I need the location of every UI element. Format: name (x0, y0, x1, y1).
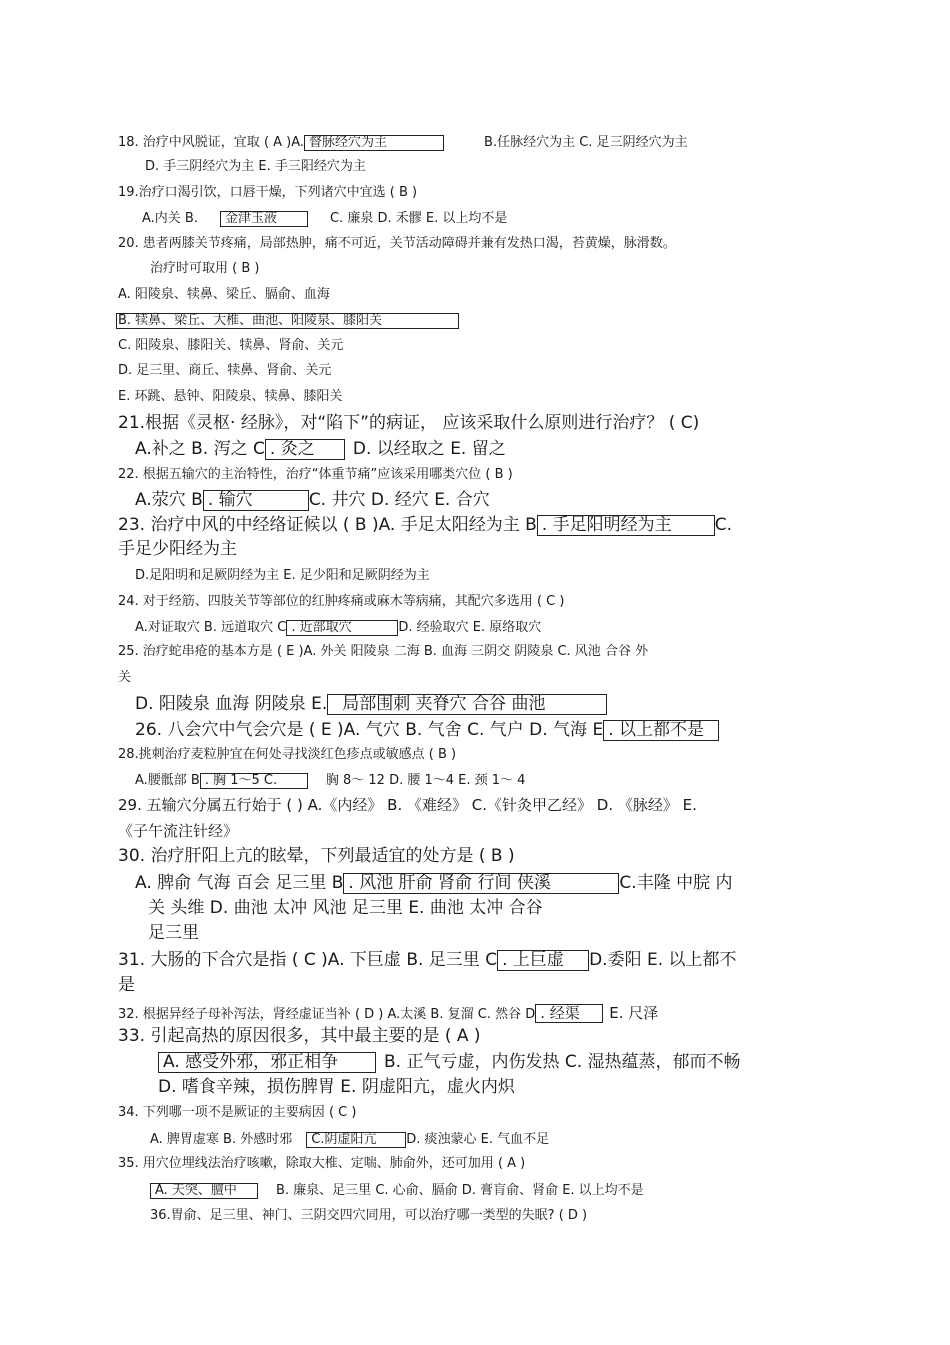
question-23-line2: 手足少阳经为主 (118, 539, 237, 559)
answer-box: . 输穴 (203, 490, 309, 511)
question-19-options: A.内关 B. 金津玉液 C. 廉泉 D. 禾髎 E. 以上均不是 (142, 211, 508, 226)
question-24-options: A.对证取穴 B. 远道取穴 C . 近部取穴 D. 经验取穴 E. 原络取穴 (135, 620, 542, 635)
question-35-options: A. 天突、膻中 B. 廉泉、足三里 C. 心俞、膈俞 D. 膏肓俞、肾俞 E. 以上均不是 (150, 1183, 644, 1199)
answer-box: 督脉经穴为主 (304, 135, 444, 151)
answer-box: A. 天突、膻中 (150, 1183, 258, 1199)
question-31-line2: 是 (118, 975, 135, 995)
question-31-line1: 31. 大肠的下合穴是指 ( C )A. 下巨虚 B. 足三里 C . 上巨虚 D.委阳 E. 以上都不 (118, 950, 737, 970)
answer-box: A. 感受外邪，邪正相争 (158, 1052, 376, 1073)
answer-box: 局部围刺 夹脊穴 合谷 曲池 (327, 694, 607, 715)
question-19-line1: 19.治疗口渴引饮，口唇干燥，下列诸穴中宜选 ( B ) (118, 185, 418, 200)
question-25-line1: 25. 治疗蛇串疮的基本方是 ( E )A. 外关 阳陵泉 二海 B. 血海 三阴交 阴陵泉 C. 风池 合谷 外 (118, 644, 649, 659)
answer-box: . 手足阳明经为主 (537, 515, 715, 536)
answer-box: B. 犊鼻、梁丘、大椎、曲池、阳陵泉、膝阳关 (116, 313, 459, 329)
question-33-line3: D. 嗜食辛辣，损伤脾胃 E. 阴虚阳亢，虚火内炽 (158, 1077, 515, 1097)
question-21-options: A.补之 B. 泻之 C . 灸之 D. 以经取之 E. 留之 (135, 439, 506, 459)
question-30-line2: A. 脾俞 气海 百会 足三里 B . 风池 肝俞 肾俞 行间 侠溪 C.丰隆 中脘 内 (135, 873, 733, 893)
question-23-line1: 23. 治疗中风的中经络证候以 ( B )A. 手足太阳经为主 B . 手足阳明经为主 C. (118, 515, 733, 535)
question-28-options: A.腰骶部 B . 胸 1～5 C. 胸 8～ 12 D. 腰 1～4 E. 颈 1～ 4 (135, 773, 526, 788)
question-36-line1: 36.胃俞、足三里、神门、三阴交四穴同用，可以治疗哪一类型的失眠? ( D ) (150, 1208, 588, 1223)
question-23-line3: D.足阳明和足厥阴经为主 E. 足少阳和足厥阴经为主 (135, 568, 430, 583)
question-33-line1: 33. 引起高热的原因很多，其中最主要的是 ( A ) (118, 1026, 481, 1046)
answer-box: . 以上都不是 (603, 720, 719, 741)
answer-box: . 近部取穴 (286, 620, 398, 636)
answer-box: . 风池 肝俞 肾俞 行间 侠溪 (343, 873, 619, 894)
answer-box: C.阴虚阳亢 (306, 1132, 406, 1148)
question-18-line2: D. 手三阴经穴为主 E. 手三阳经穴为主 (145, 159, 366, 174)
answer-box: . 灸之 (265, 439, 345, 460)
question-30-line4: 足三里 (148, 923, 199, 943)
answer-box: 金津玉液 (220, 211, 308, 227)
question-28-line1: 28.挑刺治疗麦粒肿宜在何处寻找淡红色疹点或敏感点 ( B ) (118, 747, 457, 762)
answer-box: . 经渠 (535, 1004, 603, 1023)
question-26-line1: 26. 八会穴中气会穴是 ( E )A. 气穴 B. 气舍 C. 气户 D. 气海 E . 以上都不是 (135, 720, 719, 741)
question-22-options: A.荥穴 B . 输穴 C. 井穴 D. 经穴 E. 合穴 (135, 490, 490, 510)
question-20-option-e: E. 环跳、悬钟、阳陵泉、犊鼻、膝阳关 (118, 389, 343, 404)
question-33-line2: A. 感受外邪，邪正相争 B. 正气亏虚，内伤发热 C. 湿热蕴蒸，郁而不畅 (158, 1052, 741, 1073)
question-18-line1: 18. 治疗中风脱证，宜取 ( A )A. 督脉经穴为主 B.任脉经穴为主 C. 足三阴经穴为主 (118, 135, 688, 150)
question-29-line1: 29. 五输穴分属五行始于 ( ) A.《内经》 B. 《难经》 C.《针灸甲乙经》 D. 《脉经》 E. (118, 796, 697, 814)
question-21-line1: 21.根据《灵枢· 经脉》，对“陷下”的病证， 应该采取什么原则进行治疗？ ( C) (118, 413, 700, 433)
question-34-options: A. 脾胃虚寒 B. 外感时邪 C.阴虚阳亢 D. 痰浊蒙心 E. 气血不足 (150, 1132, 550, 1147)
question-30-line3: 关 头维 D. 曲池 太冲 风池 足三里 E. 曲池 太冲 合谷 (148, 898, 543, 918)
answer-box: . 胸 1～5 C. (200, 773, 308, 789)
question-20-option-a: A. 阳陵泉、犊鼻、梁丘、膈俞、血海 (118, 287, 330, 302)
question-32-line1: 32. 根据异经子母补泻法，肾经虚证当补 ( D ) A.太溪 B. 复溜 C. 然谷 D . 经渠 E. 尺泽 (118, 1004, 659, 1022)
question-25-line2: 关 (118, 670, 132, 685)
question-20-line1: 20. 患者两膝关节疼痛，局部热肿，痛不可近，关节活动障碍并兼有发热口渴，苔黄燥，脉滑数。 (118, 236, 676, 251)
question-20-line2: 治疗时可取用 ( B ) (150, 261, 260, 276)
answer-box: . 上巨虚 (497, 950, 589, 971)
question-20-option-c: C. 阳陵泉、膝阳关、犊鼻、肾俞、关元 (118, 338, 344, 353)
question-25-options: D. 阳陵泉 血海 阴陵泉 E. 局部围刺 夹脊穴 合谷 曲池 (135, 694, 607, 715)
question-35-line1: 35. 用穴位埋线法治疗咳嗽，除取大椎、定喘、肺俞外，还可加用 ( A ) (118, 1156, 526, 1171)
question-20-option-d: D. 足三里、商丘、犊鼻、肾俞、关元 (118, 363, 332, 378)
question-22-line1: 22. 根据五输穴的主治特性，治疗“体重节痛”应该采用哪类穴位 ( B ) (118, 467, 513, 482)
question-20-option-b (116, 313, 459, 329)
question-30-line1: 30. 治疗肝阳上亢的眩晕，下列最适宜的处方是 ( B ) (118, 846, 515, 866)
question-34-line1: 34. 下列哪一项不是厥证的主要病因 ( C ) (118, 1105, 357, 1120)
question-29-line2: 《子午流注针经》 (118, 822, 239, 840)
question-24-line1: 24. 对于经筋、四肢关节等部位的红肿疼痛或麻木等病痛，其配穴多选用 ( C ) (118, 594, 565, 609)
